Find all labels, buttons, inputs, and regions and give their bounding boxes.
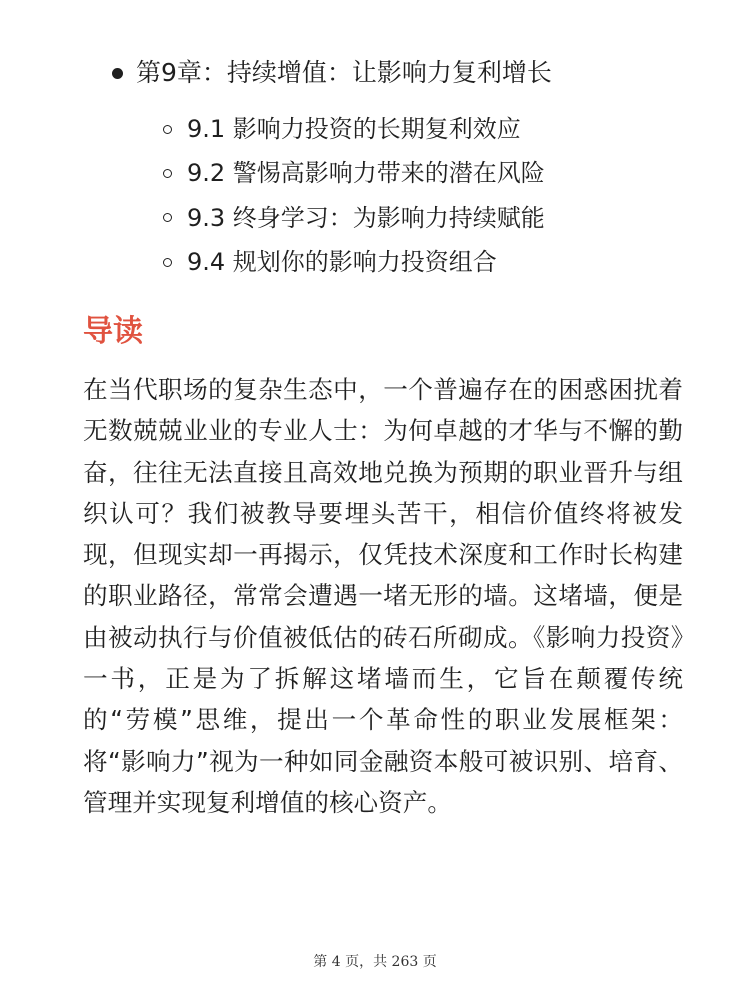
toc-section-item xyxy=(163,107,545,151)
bullet-circle-icon xyxy=(163,169,172,178)
toc-section-title: 9.4 规划你的影响力投资组合 xyxy=(187,248,497,277)
toc-section-title: 9.1 影响力投资的长期复利效应 xyxy=(187,115,521,144)
toc-chapter-item xyxy=(112,53,552,93)
intro-heading: 导读 xyxy=(83,314,143,349)
toc-section-list xyxy=(163,107,545,284)
toc-section-title: 9.2 警惕高影响力带来的潜在风险 xyxy=(187,159,545,188)
bullet-disc-icon xyxy=(112,68,123,79)
toc-section-item xyxy=(163,196,545,240)
bullet-circle-icon xyxy=(163,258,172,267)
page-number-footer: 第 4 页，共 263 页 xyxy=(313,954,437,970)
bullet-circle-icon xyxy=(163,213,172,222)
toc-chapter-title: 第9章：持续增值：让影响力复利增长 xyxy=(136,58,552,87)
intro-paragraph: 在当代职场的复杂生态中，一个普遍存在的困惑困扰着无数兢兢业业的专业人士：为何卓越的才华与不懈的勤奋，往往无法直接且高效地兑换为预期的职业晋升与组织认可？我们被教导要埋头苦干，相信价值终将被发现，但现实却一再揭示，仅凭技术深度和工作时长构建的职业路径，常常会遭遇一堵无形的墙。这堵墙，便是由被动执行与价值被低估的砖石所砌成。《影响力投资》一书，正是为了拆解这堵墙而生，它旨在颠覆传统的“劳模”思维，提出一个革命性的职业发展框架：将“影响力”视为一种如同金融资本般可被识别、培育、管理并实现复利增值的核心资产。 xyxy=(83,375,683,817)
bullet-circle-icon xyxy=(163,125,172,134)
toc-section-item xyxy=(163,151,545,195)
toc-section-title: 9.3 终身学习：为影响力持续赋能 xyxy=(187,203,545,232)
toc-section-item xyxy=(163,240,545,284)
